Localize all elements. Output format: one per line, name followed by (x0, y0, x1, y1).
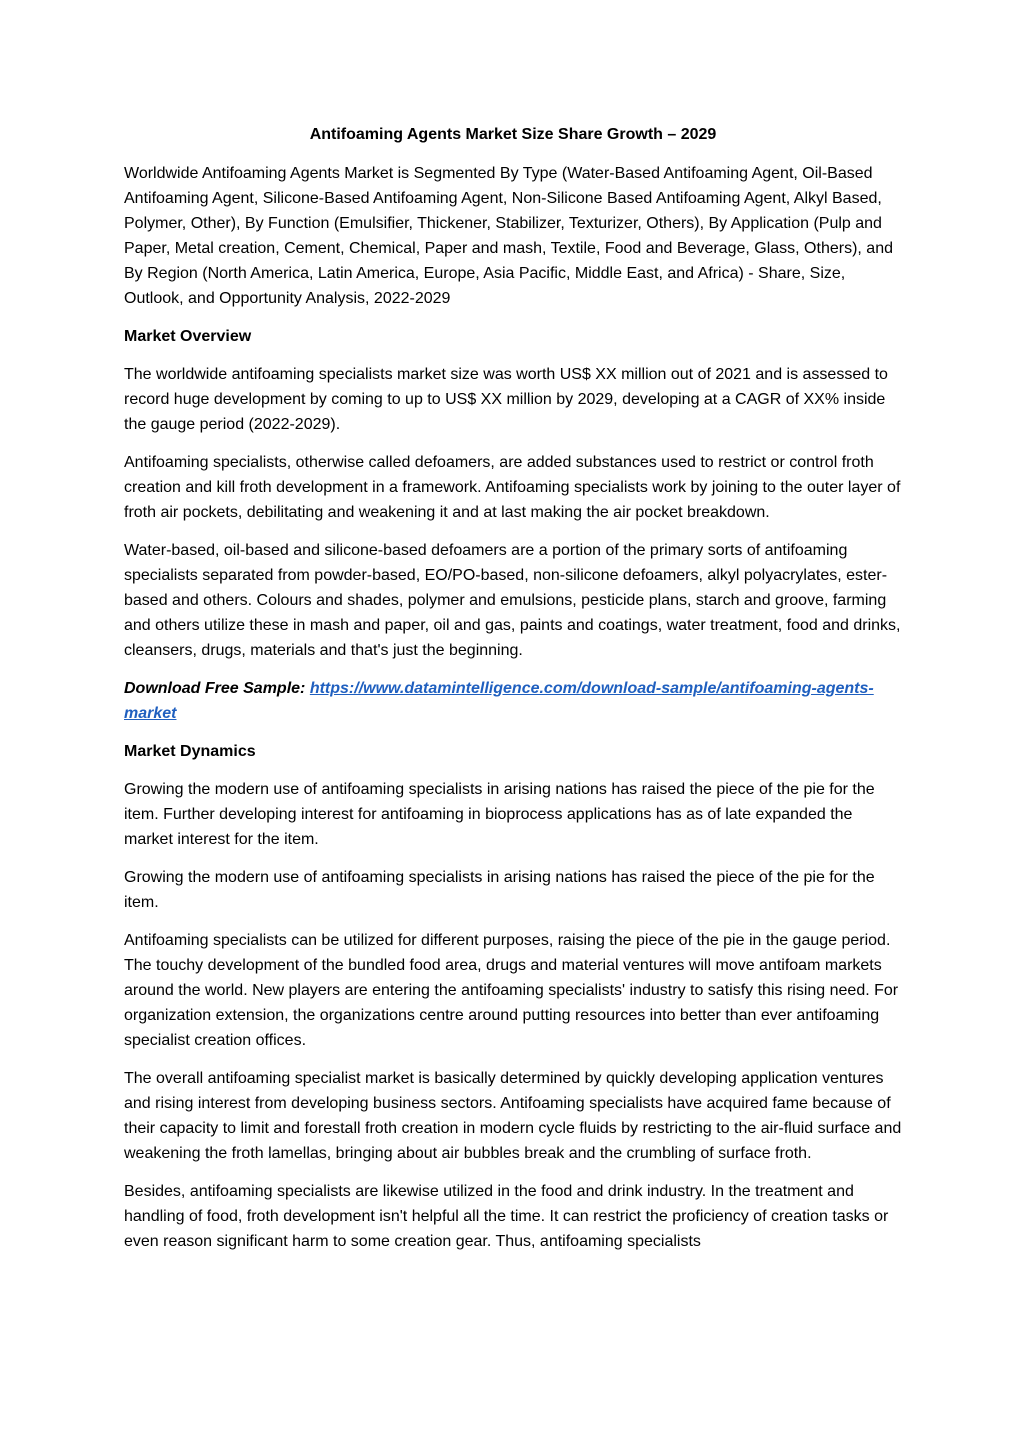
overview-paragraph-2: Antifoaming specialists, otherwise called defoamers, are added substances used to restrict or control froth creation and kill froth development in a framework. Antifoaming specialists work by joining to the outer layer of froth air pockets, debilitating and weakening it and at last making the air pocket breakdown. (124, 454, 901, 521)
dynamics-paragraph-4: The overall antifoaming specialist market is basically determined by quickly developing application ventures and rising interest from developing business sectors. Antifoaming specialists have acquired fame because of their capacity to limit and forestall froth creation in modern cycle fluids by restricting to the air-fluid surface and weakening the froth lamellas, bringing about air bubbles break and the crumbling of surface froth. (124, 1070, 902, 1162)
download-sample-link[interactable]: https://www.datamintelligence.com/download-sample/antifoaming-agents-market (124, 680, 874, 722)
market-overview-heading: Market Overview (124, 328, 252, 345)
overview-paragraph-1: The worldwide antifoaming specialists market size was worth US$ XX million out of 2021 and is assessed to record huge development by coming to up to US$ XX million by 2029, developing at a CAGR of XX% inside the gauge period (2022-2029). (124, 366, 888, 433)
market-dynamics-heading: Market Dynamics (124, 743, 256, 760)
download-sample-label: Download Free Sample: (124, 680, 306, 697)
intro-paragraph: Worldwide Antifoaming Agents Market is Segmented By Type (Water-Based Antifoaming Agent, Oil-Based Antifoaming Agent, Silicone-Based Antifoaming Agent, Non-Silicone Based Antifoaming Agent, Alkyl Based, Polymer, Other), By Function (Emulsifier, Thickener, Stabilizer, Texturizer, Others), By Application (Pulp and Paper, Metal creation, Cement, Chemical, Paper and mash, Textile, Food and Beverage, Glass, Others), and By Region (North America, Latin America, Europe, Asia Pacific, Middle East, and Africa) - Share, Size, Outlook, and Opportunity Analysis, 2022-2029 (124, 165, 893, 307)
document-page (124, 122, 902, 1267)
document-title: Antifoaming Agents Market Size Share Growth – 2029 (309, 126, 717, 143)
dynamics-paragraph-5: Besides, antifoaming specialists are likewise utilized in the food and drink industry. In the treatment and handling of food, froth development isn't helpful all the time. It can restrict the proficiency of creation tasks or even reason significant harm to some creation gear. Thus, antifoaming specialists (124, 1183, 889, 1250)
download-sample-line (124, 676, 902, 726)
overview-paragraph-3: Water-based, oil-based and silicone-based defoamers are a portion of the primary sorts of antifoaming specialists separated from powder-based, EO/PO-based, non-silicone defoamers, alkyl polyacrylates, ester-based and others. Colours and shades, polymer and emulsions, pesticide plans, starch and groove, farming and others utilize these in mash and paper, oil and gas, paints and coatings, water treatment, food and drinks, cleansers, drugs, materials and that's just the beginning. (124, 542, 901, 659)
dynamics-paragraph-1: Growing the modern use of antifoaming specialists in arising nations has raised the piece of the pie for the item. Further developing interest for antifoaming in bioprocess applications has as of late expanded the market interest for the item. (124, 781, 875, 848)
dynamics-paragraph-3: Antifoaming specialists can be utilized for different purposes, raising the piece of the pie in the gauge period. The touchy development of the bundled food area, drugs and material ventures will move antifoam markets around the world. New players are entering the antifoaming specialists' industry to satisfy this rising need. For organization extension, the organizations centre around putting resources into better than ever antifoaming specialist creation offices. (124, 932, 899, 1049)
dynamics-paragraph-2: Growing the modern use of antifoaming specialists in arising nations has raised the piece of the pie for the item. (124, 869, 875, 911)
